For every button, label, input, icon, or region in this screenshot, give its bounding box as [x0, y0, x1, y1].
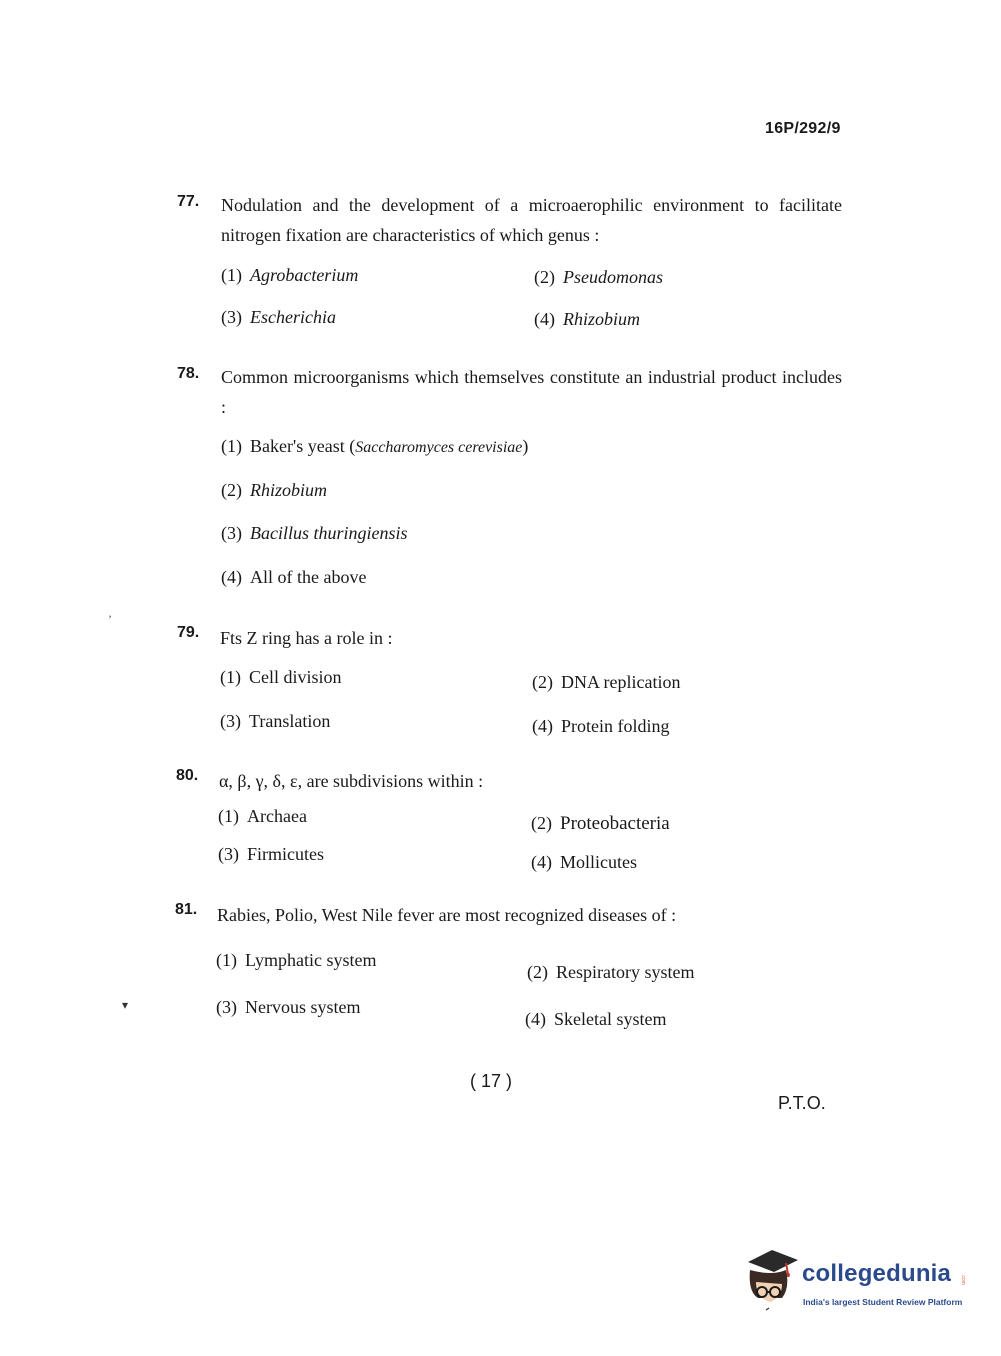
option-number: (3)	[221, 307, 242, 327]
pto-label: P.T.O.	[778, 1093, 826, 1113]
option-number: (2)	[531, 813, 552, 833]
option-77-3[interactable]	[221, 307, 336, 328]
question-number: 79.	[177, 624, 200, 641]
option-79-1[interactable]	[220, 667, 342, 688]
option-number: (4)	[221, 567, 242, 587]
option-number: (1)	[221, 436, 242, 456]
question-81	[175, 900, 840, 930]
option-text: Lymphatic system	[245, 950, 377, 970]
option-text: Pseudomonas	[563, 267, 663, 287]
option-81-3[interactable]	[216, 997, 361, 1018]
brand-name: collegedunia	[802, 1260, 952, 1287]
option-text: Skeletal system	[554, 1009, 667, 1029]
option-text-italic: Saccharomyces cerevisiae	[355, 439, 523, 456]
option-number: (4)	[525, 1009, 546, 1029]
option-number: (3)	[218, 844, 239, 864]
option-79-2[interactable]	[532, 672, 680, 693]
option-number: (1)	[221, 265, 242, 285]
option-number: (4)	[532, 716, 553, 736]
option-number: (1)	[220, 667, 241, 687]
option-80-3[interactable]	[218, 844, 324, 865]
option-number: (1)	[216, 950, 237, 970]
option-number: (1)	[218, 806, 239, 826]
option-81-1[interactable]	[216, 950, 376, 971]
option-text: Bacillus thuringiensis	[250, 523, 408, 543]
option-text: Rhizobium	[250, 480, 328, 500]
question-78	[177, 362, 842, 422]
option-text: Agrobacterium	[250, 265, 359, 285]
option-text-after: )	[522, 436, 529, 456]
option-text: Rhizobium	[563, 309, 641, 329]
option-81-2[interactable]	[527, 962, 694, 983]
question-text: Common microorganisms which themselves constitute an industrial product includes :	[221, 367, 842, 417]
option-text: Cell division	[249, 667, 342, 687]
option-text: Archaea	[247, 806, 307, 826]
option-text: Translation	[249, 711, 331, 731]
question-number: 81.	[175, 901, 198, 918]
scan-mark: ’	[108, 612, 112, 626]
option-text: Respiratory system	[556, 962, 695, 982]
option-text: DNA replication	[561, 672, 681, 692]
question-text: Fts Z ring has a role in :	[220, 628, 393, 648]
option-number: (2)	[221, 480, 242, 500]
option-text: Escherichia	[250, 307, 336, 327]
option-80-4[interactable]	[531, 852, 637, 873]
option-number: (2)	[532, 672, 553, 692]
option-number: (4)	[531, 852, 552, 872]
option-text: Nervous system	[245, 997, 361, 1017]
option-text: Firmicutes	[247, 844, 324, 864]
option-number: (2)	[527, 962, 548, 982]
option-79-3[interactable]	[220, 711, 330, 732]
collegedunia-watermark	[742, 1248, 972, 1318]
option-number: (3)	[216, 997, 237, 1017]
question-77	[177, 190, 842, 250]
question-80	[176, 766, 841, 796]
option-77-1[interactable]	[221, 265, 358, 286]
option-79-4[interactable]	[532, 716, 670, 737]
option-80-2[interactable]	[531, 813, 670, 835]
question-text: α, β, γ, δ, ε, are subdivisions within :	[219, 771, 484, 791]
option-number: (4)	[534, 309, 555, 329]
option-77-4[interactable]	[534, 309, 640, 330]
page-number: ( 17 )	[469, 1071, 512, 1091]
mascot-icon	[742, 1248, 804, 1316]
scan-mark: ▾	[122, 998, 129, 1012]
paper-code: 16P/292/9	[765, 120, 841, 137]
option-text: Protein folding	[561, 716, 670, 736]
option-number: (3)	[221, 523, 242, 543]
option-78-3[interactable]	[221, 523, 408, 544]
option-78-2[interactable]	[221, 480, 327, 501]
option-text: Baker's yeast (	[250, 436, 356, 456]
option-81-4[interactable]	[525, 1009, 666, 1030]
option-80-1[interactable]	[218, 806, 307, 827]
question-number: 78.	[177, 365, 200, 382]
option-text: Proteobacteria	[560, 813, 670, 834]
question-number: 80.	[176, 767, 199, 784]
option-text: Mollicutes	[560, 852, 637, 872]
question-text: Rabies, Polio, West Nile fever are most recognized diseases of :	[217, 905, 677, 925]
option-78-4[interactable]	[221, 567, 366, 588]
question-text: Nodulation and the development of a microaerophilic environment to facilitate nitrogen fixation are characteristics of which genus :	[221, 195, 842, 245]
option-77-2[interactable]	[534, 267, 663, 288]
option-78-1[interactable]	[221, 436, 528, 457]
question-79	[177, 623, 842, 653]
option-number: (2)	[534, 267, 555, 287]
option-number: (3)	[220, 711, 241, 731]
question-number: 77.	[177, 193, 200, 210]
brand-domain: .com	[960, 1274, 966, 1285]
brand-tagline: India's largest Student Review Platform	[803, 1297, 963, 1307]
option-text: All of the above	[250, 567, 367, 587]
